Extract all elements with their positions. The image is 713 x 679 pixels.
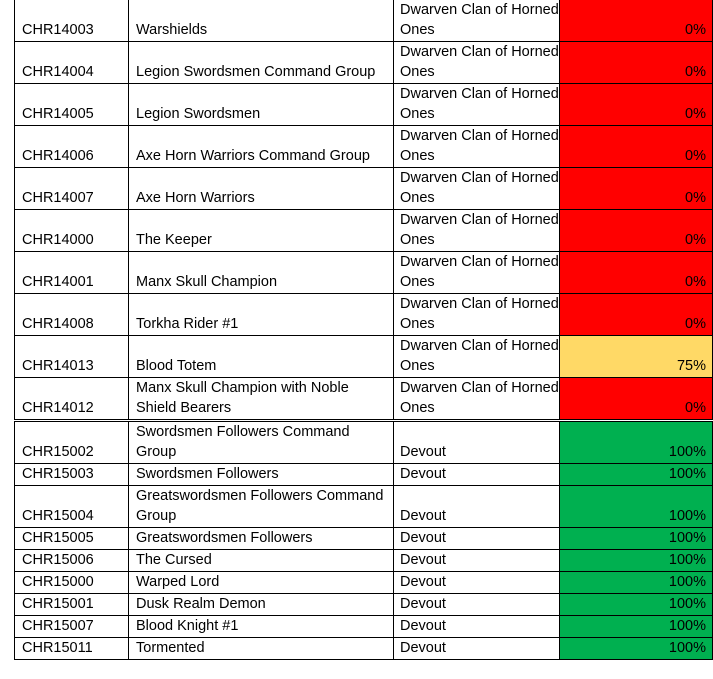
table-row xyxy=(15,336,713,378)
faction-cell: Dwarven Clan of Horned Ones xyxy=(394,336,560,378)
unit-id-cell: CHR14005 xyxy=(15,84,129,126)
completion-percent-cell: 0% xyxy=(560,0,713,42)
unit-name-cell: Tormented xyxy=(129,638,394,660)
unit-name-cell: Manx Skull Champion with Noble Shield Bearers xyxy=(129,378,394,420)
unit-id-cell: CHR15001 xyxy=(15,594,129,616)
unit-id-cell: CHR14001 xyxy=(15,252,129,294)
completion-percent-cell: 0% xyxy=(560,210,713,252)
devout-units-table xyxy=(14,421,713,660)
faction-cell: Dwarven Clan of Horned Ones xyxy=(394,168,560,210)
completion-percent-cell: 100% xyxy=(560,486,713,528)
completion-percent-cell: 100% xyxy=(560,550,713,572)
completion-percent-cell: 0% xyxy=(560,252,713,294)
unit-id-cell: CHR15011 xyxy=(15,638,129,660)
faction-cell: Devout xyxy=(394,550,560,572)
completion-percent-cell: 0% xyxy=(560,84,713,126)
unit-id-cell: CHR14008 xyxy=(15,294,129,336)
unit-name-cell: Blood Knight #1 xyxy=(129,616,394,638)
unit-id-cell: CHR14000 xyxy=(15,210,129,252)
completion-percent-cell: 100% xyxy=(560,616,713,638)
unit-name-cell: Greatswordsmen Followers xyxy=(129,528,394,550)
unit-name-cell: Manx Skull Champion xyxy=(129,252,394,294)
completion-percent-cell: 0% xyxy=(560,294,713,336)
table-row xyxy=(15,378,713,420)
table-row xyxy=(15,294,713,336)
completion-percent-cell: 100% xyxy=(560,528,713,550)
completion-percent-cell: 0% xyxy=(560,378,713,420)
unit-id-cell: CHR15006 xyxy=(15,550,129,572)
table-row xyxy=(15,252,713,294)
table-row xyxy=(15,126,713,168)
table-row xyxy=(15,42,713,84)
table-row xyxy=(15,594,713,616)
faction-cell: Dwarven Clan of Horned Ones xyxy=(394,42,560,84)
unit-id-cell: CHR14007 xyxy=(15,168,129,210)
table-row xyxy=(15,464,713,486)
faction-cell: Devout xyxy=(394,594,560,616)
faction-cell: Dwarven Clan of Horned Ones xyxy=(394,210,560,252)
unit-name-cell: The Keeper xyxy=(129,210,394,252)
completion-percent-cell: 0% xyxy=(560,168,713,210)
unit-name-cell: Blood Totem xyxy=(129,336,394,378)
unit-id-cell: CHR15002 xyxy=(15,422,129,464)
unit-name-cell: Warshields xyxy=(129,0,394,42)
faction-cell: Dwarven Clan of Horned Ones xyxy=(394,126,560,168)
faction-cell: Devout xyxy=(394,464,560,486)
unit-name-cell: The Cursed xyxy=(129,550,394,572)
unit-id-cell: CHR15004 xyxy=(15,486,129,528)
unit-id-cell: CHR15000 xyxy=(15,572,129,594)
completion-percent-cell: 100% xyxy=(560,572,713,594)
unit-name-cell: Axe Horn Warriors Command Group xyxy=(129,126,394,168)
faction-cell: Devout xyxy=(394,638,560,660)
table-row xyxy=(15,616,713,638)
table-row xyxy=(15,638,713,660)
faction-cell: Devout xyxy=(394,486,560,528)
faction-cell: Dwarven Clan of Horned Ones xyxy=(394,0,560,42)
faction-cell: Devout xyxy=(394,422,560,464)
table-row xyxy=(15,84,713,126)
faction-cell: Devout xyxy=(394,528,560,550)
table-row xyxy=(15,422,713,464)
unit-id-cell: CHR14006 xyxy=(15,126,129,168)
unit-id-cell: CHR14003 xyxy=(15,0,129,42)
completion-percent-cell: 100% xyxy=(560,422,713,464)
faction-cell: Devout xyxy=(394,616,560,638)
table-row xyxy=(15,486,713,528)
unit-name-cell: Axe Horn Warriors xyxy=(129,168,394,210)
unit-id-cell: CHR15007 xyxy=(15,616,129,638)
table-row xyxy=(15,550,713,572)
unit-name-cell: Legion Swordsmen Command Group xyxy=(129,42,394,84)
unit-id-cell: CHR15003 xyxy=(15,464,129,486)
completion-percent-cell: 75% xyxy=(560,336,713,378)
table-row xyxy=(15,210,713,252)
unit-name-cell: Torkha Rider #1 xyxy=(129,294,394,336)
unit-name-cell: Legion Swordsmen xyxy=(129,84,394,126)
completion-percent-cell: 0% xyxy=(560,126,713,168)
faction-cell: Dwarven Clan of Horned Ones xyxy=(394,84,560,126)
faction-cell: Dwarven Clan of Horned Ones xyxy=(394,378,560,420)
table-row xyxy=(15,528,713,550)
unit-name-cell: Dusk Realm Demon xyxy=(129,594,394,616)
unit-id-cell: CHR14012 xyxy=(15,378,129,420)
unit-id-cell: CHR14004 xyxy=(15,42,129,84)
table-row xyxy=(15,572,713,594)
faction-cell: Dwarven Clan of Horned Ones xyxy=(394,294,560,336)
unit-name-cell: Swordsmen Followers xyxy=(129,464,394,486)
completion-percent-cell: 100% xyxy=(560,638,713,660)
faction-cell: Dwarven Clan of Horned Ones xyxy=(394,252,560,294)
completion-percent-cell: 100% xyxy=(560,464,713,486)
completion-percent-cell: 100% xyxy=(560,594,713,616)
dwarven-units-table xyxy=(14,0,713,420)
unit-id-cell: CHR15005 xyxy=(15,528,129,550)
table-row xyxy=(15,0,713,42)
completion-percent-cell: 0% xyxy=(560,42,713,84)
unit-id-cell: CHR14013 xyxy=(15,336,129,378)
unit-name-cell: Warped Lord xyxy=(129,572,394,594)
table-row xyxy=(15,168,713,210)
faction-cell: Devout xyxy=(394,572,560,594)
unit-name-cell: Swordsmen Followers Command Group xyxy=(129,422,394,464)
unit-name-cell: Greatswordsmen Followers Command Group xyxy=(129,486,394,528)
